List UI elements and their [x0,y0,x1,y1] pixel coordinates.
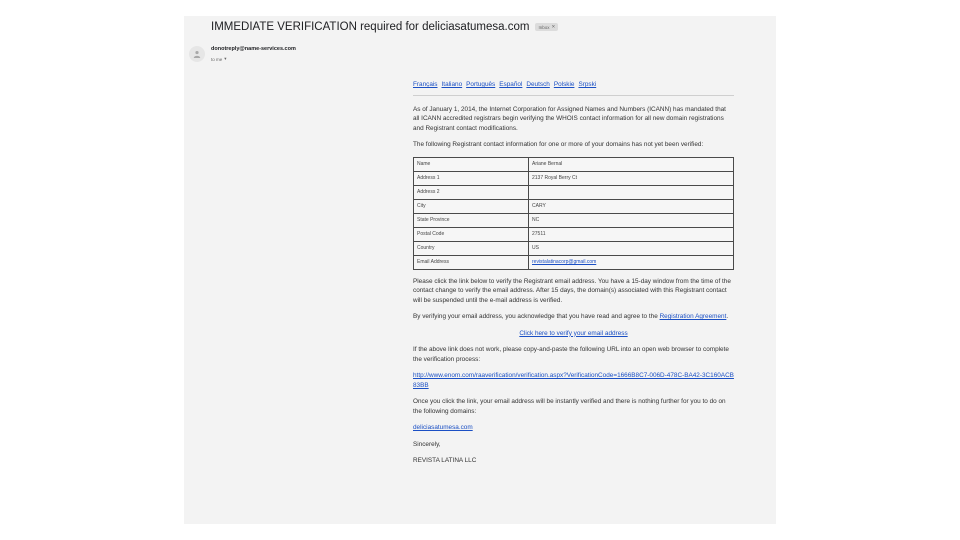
table-intro-paragraph: The following Registrant contact information for one or more of your domains has not yet been verified: [413,141,704,148]
language-links [413,80,734,96]
field-label: Email Address [414,255,529,269]
domain-paragraph [413,423,734,433]
domain-link[interactable]: deliciasatumesa.com [413,424,473,431]
verification-url-link[interactable]: http://www.enom.com/raaverification/verification.aspx?VerificationCode=1666B8C7-006D-478C-BA42-3C160ACB83BB [413,372,734,389]
subject-row [211,21,558,33]
verify-link-paragraph [413,329,734,339]
signature-text: REVISTA LATINA LLC [413,457,477,464]
closing-text: Sincerely, [413,440,441,448]
field-value: NC [529,213,734,227]
verification-url-paragraph [413,371,734,390]
table-row [414,157,734,171]
registration-agreement-link[interactable]: Registration Agreement [659,313,727,320]
language-link-espanol[interactable]: Español [499,81,523,88]
sender-address: donotreply@name-services.com [211,46,296,52]
field-value: Ariane Bernal [529,157,734,171]
table-row [414,241,734,255]
language-link-deutsch[interactable]: Deutsch [526,81,550,88]
language-link-polskie[interactable]: Polskie [553,81,575,88]
field-label: Country [414,241,529,255]
email-subject: IMMEDIATE VERIFICATION required for deliciasatumesa.com [211,21,530,33]
field-value: 27511 [529,227,734,241]
language-link-italiano[interactable]: Italiano [441,81,463,88]
table-row [414,199,734,213]
field-value: 2137 Royal Berry Ct [529,171,734,185]
agreement-suffix: . [726,313,729,320]
field-label: Postal Code [414,227,529,241]
field-value: CARY [529,199,734,213]
agreement-paragraph [413,312,734,322]
field-value [529,185,734,199]
agreement-prefix: By verifying your email address, you acknowledge that you have read and agree to the [413,313,658,320]
language-link-srpski[interactable]: Srpski [578,81,597,88]
person-icon [189,46,205,62]
field-value [529,255,734,269]
caret-down-icon[interactable]: ▾ [224,56,227,61]
recipient-line[interactable] [211,56,227,62]
language-link-portugues[interactable]: Português [466,81,496,88]
table-row [414,255,734,269]
field-value: US [529,241,734,255]
icann-intro-paragraph: As of January 1, 2014, the Internet Corporation for Assigned Names and Numbers (ICANN) has mandated that all ICANN accredited registrars begin verifying the WHOIS contact information for all new domain registrations and Registrant contact modifications. [413,105,726,132]
table-row [414,185,734,199]
field-label: Address 2 [414,185,529,199]
contact-info-table [413,157,734,270]
close-icon[interactable]: ✕ [551,24,556,29]
verify-email-link[interactable]: Click here to verify your email address [519,329,628,337]
table-row [414,213,734,227]
message-body [413,80,734,473]
table-row [414,171,734,185]
inbox-label-text: Inbox [538,24,550,30]
inbox-label-chip[interactable] [535,23,558,31]
field-label: State Province [414,213,529,227]
field-label: City [414,199,529,213]
language-link-francais[interactable]: Français [413,81,438,88]
verify-instructions-paragraph: Please click the link below to verify the Registrant email address. You have a 15-day window from the time of the contact change to verify the email address. After 15 days, the domain(s) associated with this Registrant contact will be suspended until the e-mail address is verified. [413,277,731,304]
email-view [184,16,776,524]
email-address-link[interactable]: revistalatinacorp@gmail.com [532,259,597,265]
table-row [414,227,734,241]
recipient-text: to me [211,56,223,62]
fallback-paragraph: If the above link does not work, please copy-and-paste the following URL into an open web browser to complete the verification process: [413,346,729,363]
after-click-paragraph: Once you click the link, your email address will be instantly verified and there is nothing further for you to do on the following domains: [413,398,726,415]
field-label: Address 1 [414,171,529,185]
field-label: Name [414,157,529,171]
